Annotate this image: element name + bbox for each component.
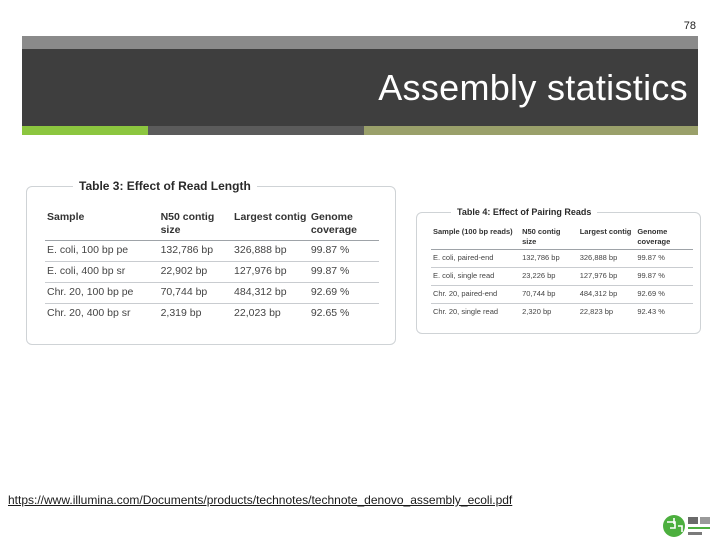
column-header: N50 contig size <box>159 209 232 241</box>
table-cell: 22,823 bp <box>578 304 636 322</box>
column-header: Genome coverage <box>635 225 693 250</box>
table-cell: E. coli, paired-end <box>431 250 520 268</box>
table-cell: 484,312 bp <box>232 283 309 304</box>
page-number: 78 <box>683 20 696 32</box>
table-cell: 92.43 % <box>635 304 693 322</box>
table-cell: 127,976 bp <box>232 262 309 283</box>
table-row <box>45 262 379 283</box>
table-caption: Table 3: Effect of Read Length <box>73 179 257 193</box>
table-cell: 23,226 bp <box>520 268 578 286</box>
title-band <box>22 49 698 126</box>
accent-bar-olive <box>364 126 698 135</box>
table-cell: Chr. 20, 400 bp sr <box>45 304 159 325</box>
table-caption: Table 4: Effect of Pairing Reads <box>451 207 597 217</box>
table-cell: 99.87 % <box>635 268 693 286</box>
table-cell: 132,786 bp <box>520 250 578 268</box>
table-row <box>431 250 693 268</box>
accent-bar-green <box>22 126 148 135</box>
table-pairing-reads <box>416 207 701 334</box>
table-cell: 99.87 % <box>309 262 379 283</box>
data-table <box>431 225 693 321</box>
table-cell: 326,888 bp <box>232 241 309 262</box>
column-header: N50 contig size <box>520 225 578 250</box>
column-header: Genome coverage <box>309 209 379 241</box>
column-header: Largest contig <box>578 225 636 250</box>
table-cell: 70,744 bp <box>159 283 232 304</box>
genome-logo-icon <box>662 512 714 540</box>
table-cell: 484,312 bp <box>578 286 636 304</box>
source-link[interactable]: https://www.illumina.com/Documents/products/technotes/technote_denovo_assembly_ecoli.pdf <box>8 493 513 507</box>
data-table <box>45 209 379 324</box>
table-cell: E. coli, single read <box>431 268 520 286</box>
table-read-length <box>26 179 396 345</box>
table-cell: Chr. 20, single read <box>431 304 520 322</box>
table-cell: 2,319 bp <box>159 304 232 325</box>
table-row <box>431 268 693 286</box>
table-cell: 99.87 % <box>635 250 693 268</box>
table-cell: 70,744 bp <box>520 286 578 304</box>
table-cell: 22,902 bp <box>159 262 232 283</box>
table-row <box>45 241 379 262</box>
table-header-row <box>431 225 693 250</box>
table-row <box>431 304 693 322</box>
slide-title: Assembly statistics <box>378 67 688 108</box>
table-cell: Chr. 20, 100 bp pe <box>45 283 159 304</box>
column-header: Largest contig <box>232 209 309 241</box>
column-header: Sample (100 bp reads) <box>431 225 520 250</box>
table-cell: 99.87 % <box>309 241 379 262</box>
table-row <box>45 283 379 304</box>
table-header-row <box>45 209 379 241</box>
table-cell: 127,976 bp <box>578 268 636 286</box>
table-cell: 92.65 % <box>309 304 379 325</box>
table-cell: 22,023 bp <box>232 304 309 325</box>
table-row <box>45 304 379 325</box>
header-top-stripe <box>22 36 698 49</box>
table-cell: 132,786 bp <box>159 241 232 262</box>
table-cell: 92.69 % <box>635 286 693 304</box>
table-cell: E. coli, 100 bp pe <box>45 241 159 262</box>
table-cell: 2,320 bp <box>520 304 578 322</box>
table-cell: E. coli, 400 bp sr <box>45 262 159 283</box>
table-cell: 92.69 % <box>309 283 379 304</box>
table-row <box>431 286 693 304</box>
accent-bar-dark <box>148 126 364 135</box>
table-cell: Chr. 20, paired-end <box>431 286 520 304</box>
column-header: Sample <box>45 209 159 241</box>
table-cell: 326,888 bp <box>578 250 636 268</box>
